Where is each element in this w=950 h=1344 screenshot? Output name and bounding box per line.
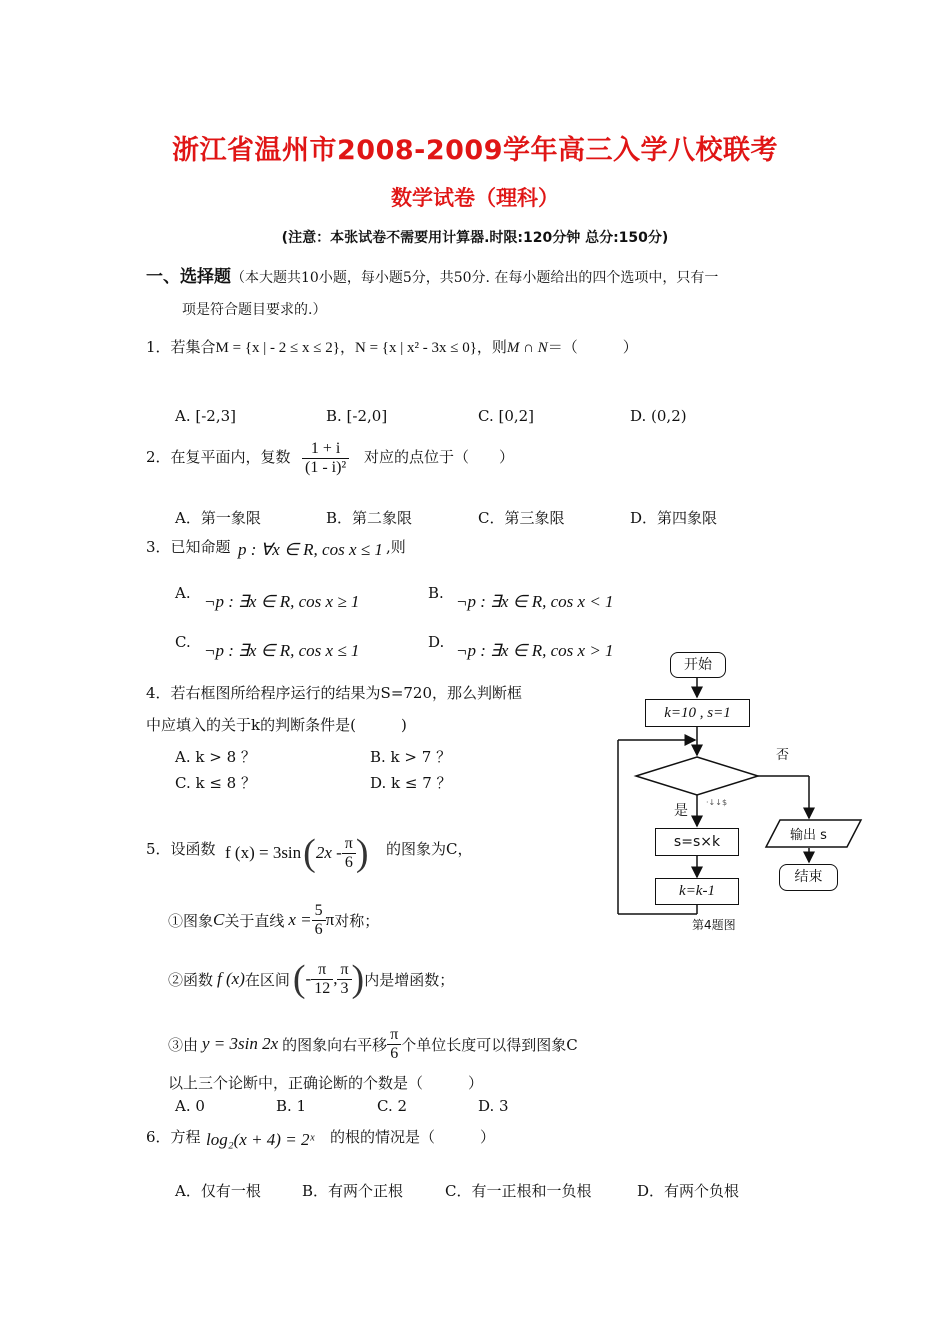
q2-prefix: 2．在复平面内，复数: [146, 448, 291, 466]
q2-option-a: A．第一象限: [175, 509, 261, 527]
q5-tail: 的图象为C，: [386, 840, 473, 858]
q3-option-a-label: A.: [175, 584, 191, 602]
q5-statement-1: ①图象 C 关于直线 x = $\frac{5}{6}$ π 对称；: [168, 901, 380, 938]
flowchart-condition: [636, 757, 758, 795]
flowchart-output-label: 输出 s: [790, 828, 827, 843]
q6-equation: log₂(x + 4) = 2ˣ: [206, 1130, 315, 1149]
q6-prefix: 6．方程: [146, 1128, 201, 1146]
q3-option-b-label: B.: [428, 584, 444, 602]
q2-denominator: (1 - i)²: [305, 459, 347, 476]
flowchart-caption: 第4题图: [692, 918, 736, 932]
q1-option-d: D. (0,2): [630, 407, 687, 425]
q5-pi: π: [342, 835, 356, 854]
q3-option-c-label: C.: [175, 633, 191, 651]
flowchart-end: 结束: [779, 864, 838, 891]
q1-prefix: 1．若集合: [146, 338, 216, 356]
q6-option-d: D．有两个负根: [637, 1182, 740, 1200]
q5-inner: 2x -: [315, 843, 342, 862]
q1-then: ，则: [476, 338, 507, 356]
flowchart-assign: s=s×k: [655, 828, 739, 856]
q2-option-c: C．第三象限: [478, 509, 565, 527]
q4-option-d: D. k ≤ 7 ？: [370, 774, 452, 792]
section-description: （本大题共10小题，每小题5分，共50分. 在每小题给出的四个选项中，只有一: [231, 270, 719, 286]
q3-prefix: 3．已知命题: [146, 538, 231, 556]
section-title: 一、选择题: [146, 267, 231, 287]
q4-option-c: C. k ≤ 8 ？: [175, 774, 256, 792]
q3-option-b: ¬p : ∃x ∈ R, cos x < 1: [456, 592, 614, 611]
q5-option-c: C. 2: [377, 1097, 408, 1115]
q6-option-b: B．有两个正根: [302, 1182, 404, 1200]
q6-tail: 的根的情况是（ ）: [330, 1128, 496, 1146]
q2-option-d: D．第四象限: [630, 509, 718, 527]
q3-option-c: ¬p : ∃x ∈ R, cos x ≤ 1: [204, 641, 360, 660]
flowchart-start: 开始: [670, 652, 726, 678]
q1-set-m: M = {x | - 2 ≤ x ≤ 2}: [215, 340, 340, 356]
q5-prefix: 5．设函数: [146, 840, 216, 858]
exam-subtitle: 数学试卷（理科）: [391, 186, 559, 210]
q5-option-d: D. 3: [478, 1097, 509, 1115]
section-description-cont: 项是符合题目要求的.）: [182, 302, 327, 318]
q5-statement-3: ③由 y = 3sin 2x 的图象向右平移 $\frac{\pi}{6}$ 个单位长度可以得到图象C: [168, 1025, 578, 1062]
q1-option-c: C. [0,2]: [478, 407, 535, 425]
exam-title: 浙江省温州市2008-2009学年高三入学八校联考: [172, 135, 778, 166]
q5-ask: 以上三个论断中，正确论断的个数是（ ）: [168, 1074, 484, 1092]
flowchart-no-label: 否: [776, 748, 790, 763]
q5-function: f (x) = 3sin ( 2x - $\frac{\pi}{6}$ ): [225, 832, 369, 874]
q1-option-a: A. [-2,3]: [175, 407, 236, 425]
q1-intersection: M ∩ N: [506, 340, 548, 356]
q4-line-2: 中应填入的关于k的判断条件是( ): [146, 716, 407, 734]
q3-option-d: ¬p : ∃x ∈ R, cos x > 1: [456, 641, 614, 660]
q5-fx: f (x) = 3sin: [225, 843, 302, 862]
q2-tail: 对应的点位于（ ）: [364, 448, 515, 466]
flowchart-init: k=10 , s=1: [645, 699, 750, 727]
q1-option-b: B. [-2,0]: [326, 407, 388, 425]
q5-option-b: B. 1: [276, 1097, 307, 1115]
q5-option-a: A. 0: [175, 1097, 205, 1115]
q2-numerator: 1 + i: [302, 440, 349, 459]
q6-option-a: A．仅有一根: [175, 1182, 261, 1200]
q6-option-c: C．有一正根和一负根: [445, 1182, 592, 1200]
svg-text:·↓↓$: ·↓↓$: [706, 798, 728, 807]
flowchart-decrement: k=k-1: [655, 878, 739, 905]
q3-option-a: ¬p : ∃x ∈ R, cos x ≥ 1: [204, 592, 360, 611]
q5-statement-2: ②函数 f (x) 在区间 ( - $\frac{\pi}{12}$ , $\frac{\pi}{3}$ ) 内是增函数；: [168, 958, 455, 1000]
q5-six: 6: [344, 853, 353, 871]
flowchart-yes-label: 是: [674, 803, 688, 819]
exam-notice: (注意：本张试卷不需要用计算器.时限:120分钟 总分:150分): [281, 230, 669, 246]
q3-proposition: p : ∀x ∈ R, cos x ≤ 1: [238, 540, 383, 559]
q1-comma: ，: [339, 338, 355, 356]
q4-option-b: B. k > 7 ？: [370, 748, 452, 766]
q4-option-a: A. k > 8 ？: [175, 748, 256, 766]
q3-tail: ,则: [386, 538, 406, 556]
q3-option-d-label: D.: [428, 633, 445, 651]
q1-set-n: N = {x | x² - 3x ≤ 0}: [354, 340, 477, 356]
q1-tail: ＝（ ）: [547, 338, 638, 356]
q4-line-1: 4．若右框图所给程序运行的结果为S=720，那么判断框: [146, 684, 523, 702]
q2-option-b: B．第二象限: [326, 509, 413, 527]
